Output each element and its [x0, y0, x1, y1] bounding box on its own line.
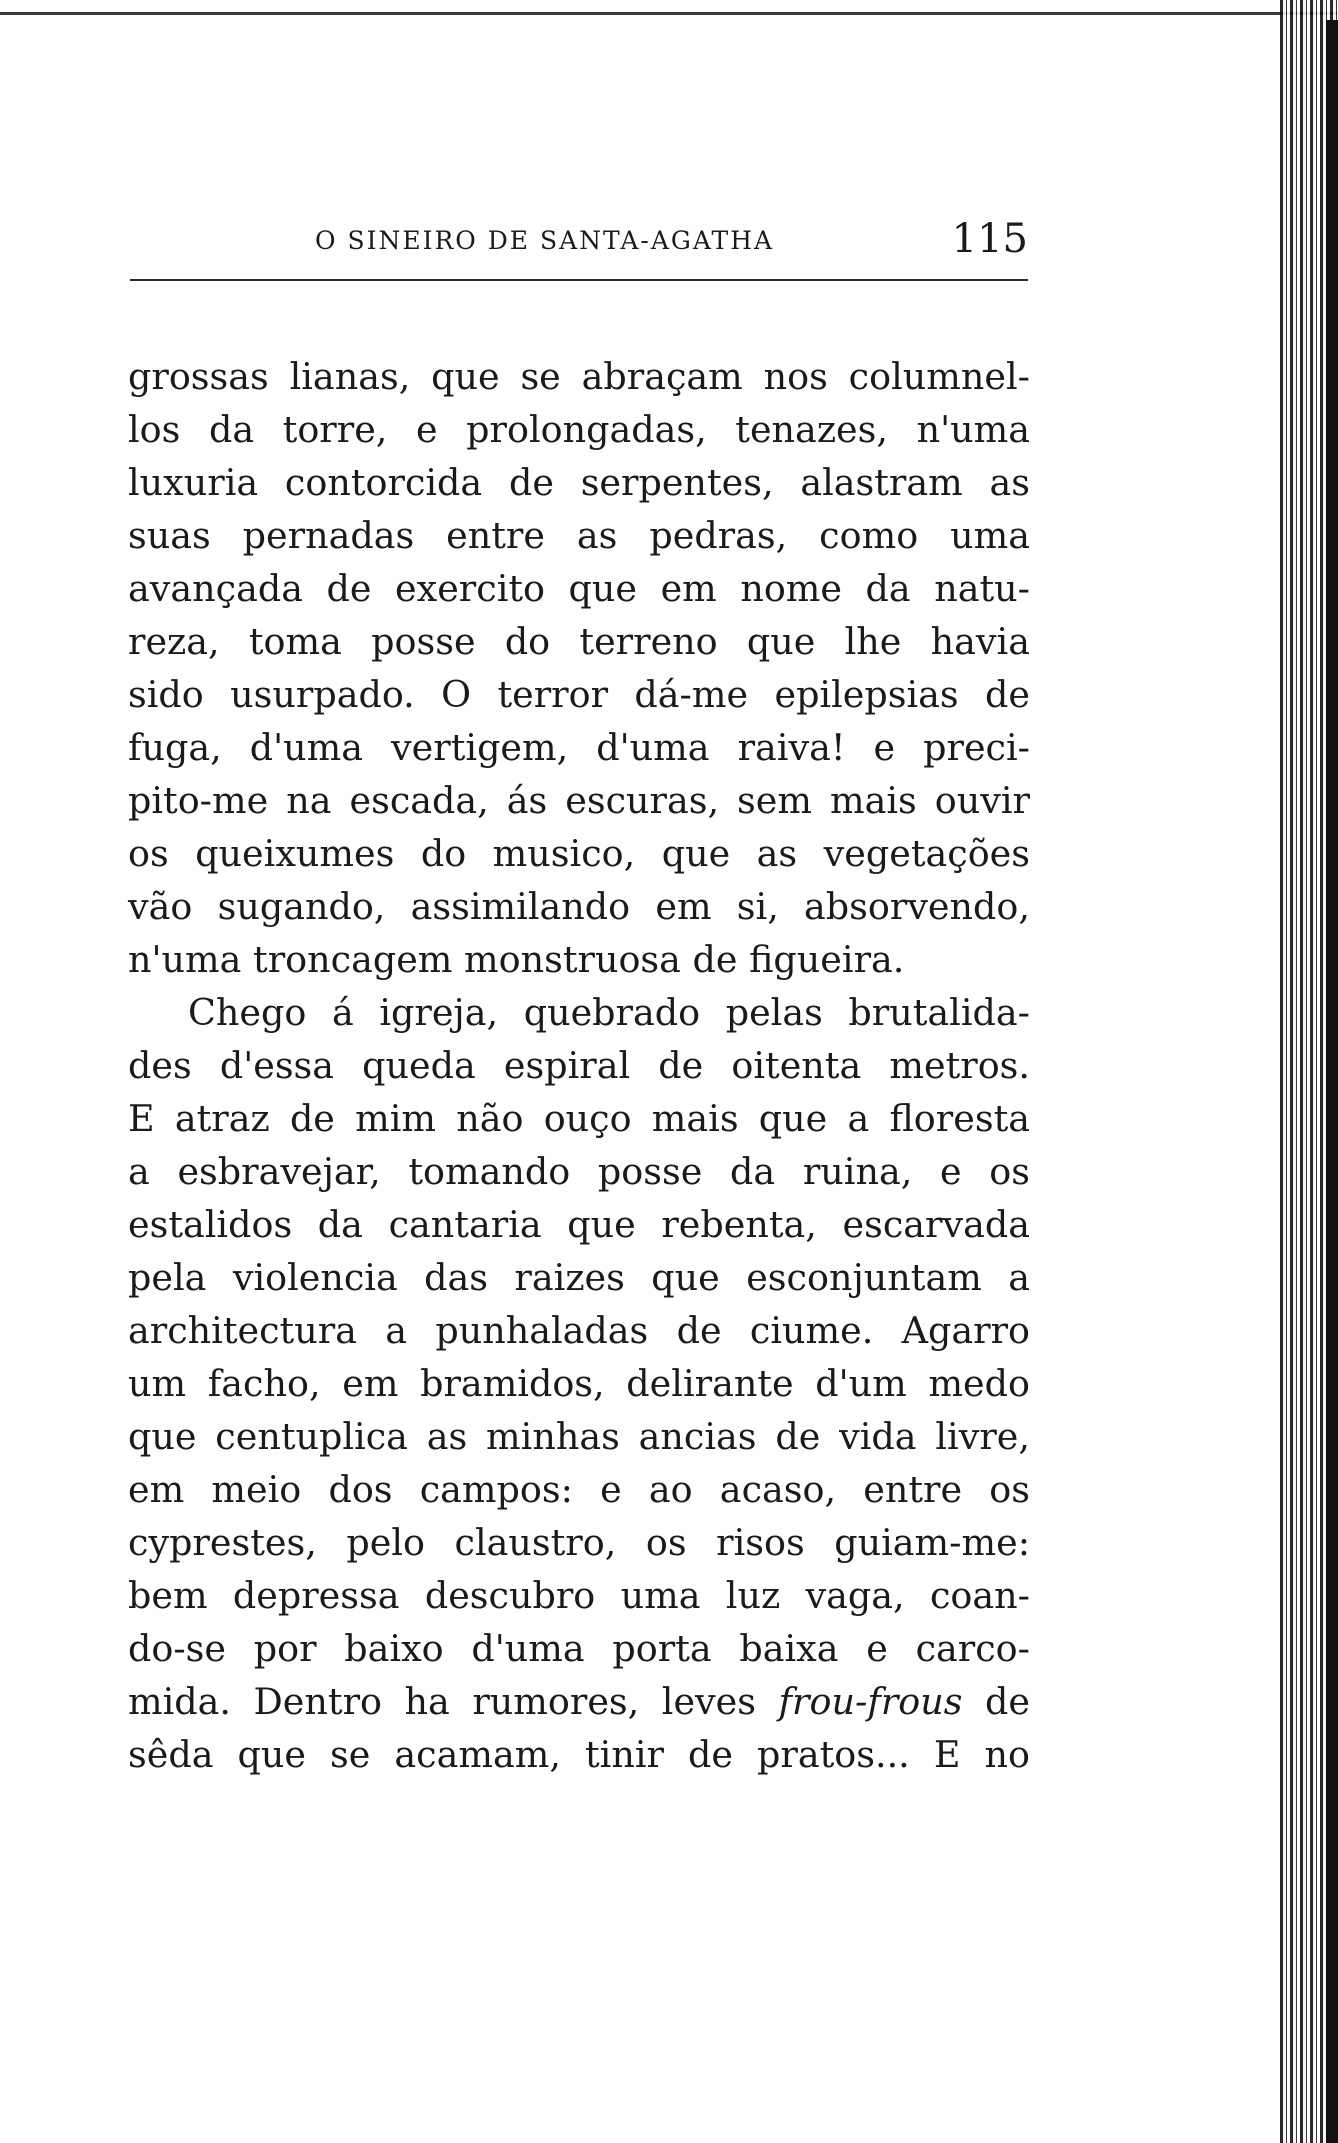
text-line: bem depressa descubro uma luz vaga, coan- — [128, 1574, 1030, 1617]
text-line: do-se por baixo d'uma porta baixa e carco- — [128, 1627, 1030, 1670]
text-line: fuga, d'uma vertigem, d'uma raiva! e preci- — [128, 726, 1030, 769]
page-number: 115 — [951, 216, 1028, 262]
running-title: O SINEIRO DE SANTA-AGATHA — [315, 226, 775, 255]
text-line: E atraz de mim não ouço mais que a floresta — [128, 1097, 1030, 1140]
text-line: pela violencia das raizes que esconjuntam a — [128, 1256, 1030, 1299]
top-scan-rule — [0, 12, 1338, 15]
text-line: vão sugando, assimilando em si, absorvendo, — [128, 885, 1030, 928]
text-line: cyprestes, pelo claustro, os risos guiam-me: — [128, 1521, 1030, 1564]
text-line: pito-me na escada, ás escuras, sem mais ouvir — [128, 779, 1030, 822]
text-line: a esbravejar, tomando posse da ruina, e os — [128, 1150, 1030, 1193]
text-line: architectura a punhaladas de ciume. Agarro — [128, 1309, 1030, 1352]
text-line: reza, toma posse do terreno que lhe havia — [128, 620, 1030, 663]
running-head — [130, 216, 1028, 276]
body-text — [128, 350, 1030, 1781]
text-line: n'uma troncagem monstruosa de figueira. — [128, 938, 905, 981]
text-line: suas pernadas entre as pedras, como uma — [128, 514, 1030, 557]
text-line: que centuplica as minhas ancias de vida livre, — [128, 1415, 1030, 1458]
text-line: sido usurpado. O terror dá-me epilepsias de — [128, 673, 1030, 716]
text-line: um facho, em bramidos, delirante d'um medo — [128, 1362, 1030, 1405]
paragraph-start-line: Chego á igreja, quebrado pelas brutalida- — [188, 991, 1030, 1034]
text-line: luxuria contorcida de serpentes, alastram as — [128, 461, 1030, 504]
book-binding-shadow — [1326, 20, 1338, 2143]
text-line: estalidos da cantaria que rebenta, escarvada — [128, 1203, 1030, 1246]
text-line: los da torre, e prolongadas, tenazes, n'uma — [128, 408, 1030, 451]
text-line: avançada de exercito que em nome da natu- — [128, 567, 1030, 610]
text-line: des d'essa queda espiral de oitenta metros. — [128, 1044, 1030, 1087]
text-line: sêda que se acamam, tinir de pratos... E no — [128, 1733, 1030, 1776]
text-line-with-italic — [128, 1675, 1030, 1728]
text-fragment: mida. Dentro ha rumores, leves — [128, 1680, 779, 1723]
text-line: em meio dos campos: e ao acaso, entre os — [128, 1468, 1030, 1511]
text-line: grossas lianas, que se abraçam nos columnel- — [128, 355, 1030, 398]
header-rule — [130, 279, 1028, 281]
text-line: os queixumes do musico, que as vegetações — [128, 832, 1030, 875]
italic-term: frou-frous — [778, 1680, 963, 1723]
text-fragment: de — [962, 1680, 1030, 1723]
